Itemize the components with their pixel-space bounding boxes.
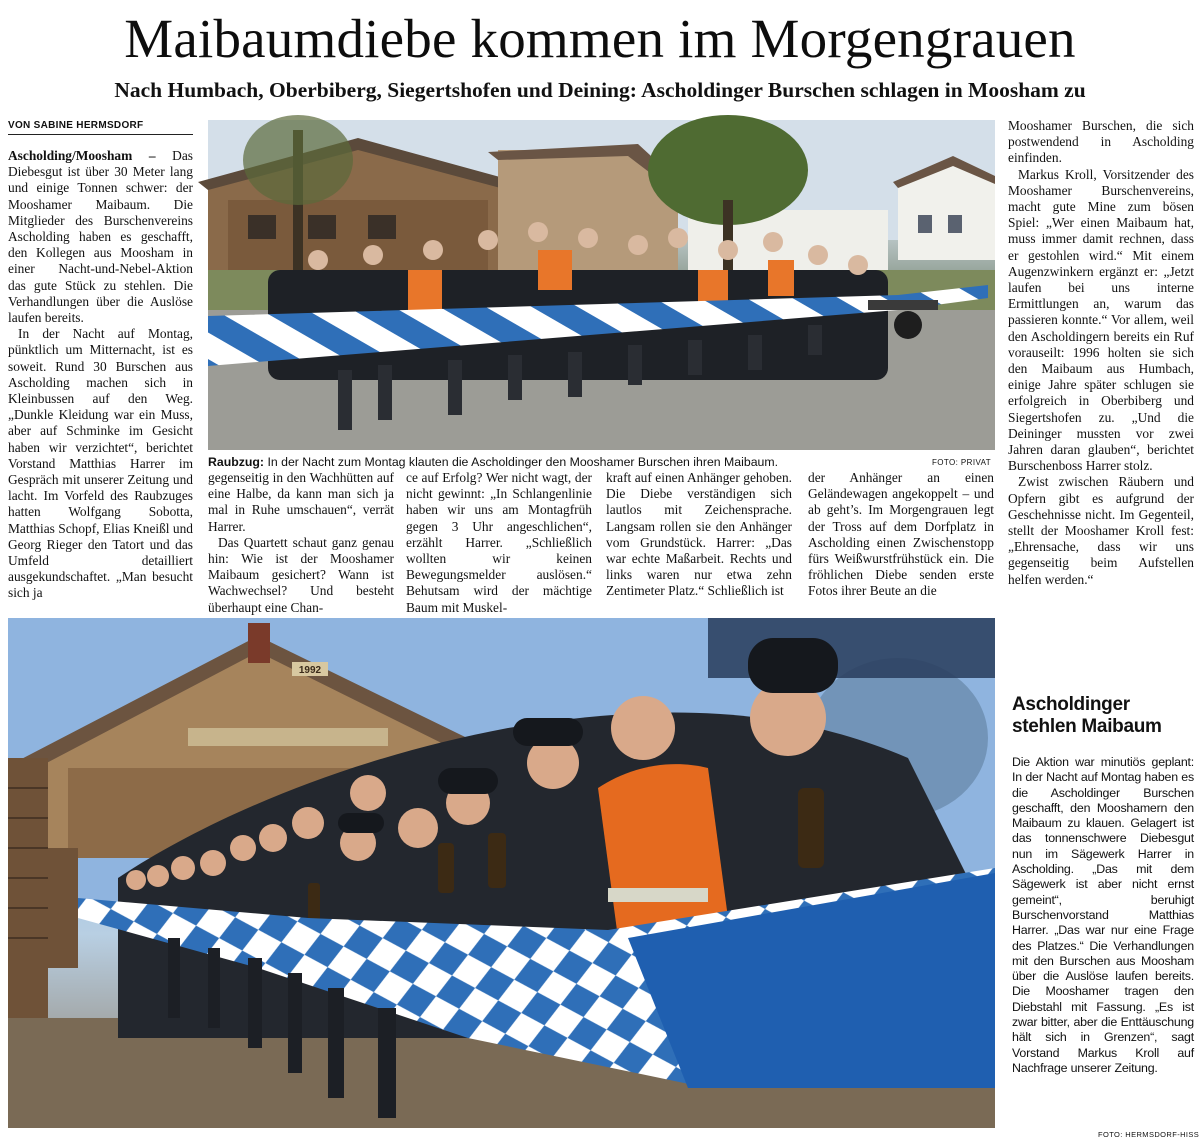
paragraph: kraft auf einen Anhänger gehoben. Die Diebe verständigen sich lautlos mit Zeichensprache. Langsam rollen sie den Anhänger vom Grundstück. Harrer: „Das war echte Maßarbeit. Rechts und links waren nur etwa zehn Zentimeter Platz.“ Schließlich ist <box>606 470 792 599</box>
paragraph: In der Nacht auf Montag, pünktlich um Mitternacht, ist es soweit. Rund 30 Burschen aus Ascholding machen sich in Kleinbussen auf den Weg. „Dunkle Kleidung war ein Muss, aber auf Schminke im Gesicht haben wir verzichtet“, berichtet Vorstand Matthias Harrer im Gespräch mit unserer Zeitung und lacht. Im Vorfeld des Raubzuges hatten Wolfgang Sobotta, Matthias Schopf, Elias Kneißl und Georg Rieger den Tatort und das Umfeld detailliert ausgekundschaftet. „Man besucht sich ja <box>8 326 193 601</box>
article-column-1 <box>8 148 193 601</box>
sidebar-headline: Ascholdinger stehlen Maibaum <box>1012 694 1162 737</box>
article-column-5 <box>808 470 994 600</box>
dateline: Ascholding/Moosham – <box>8 148 156 163</box>
paragraph: Das Quartett schaut ganz genau hin: Wie ist der Mooshamer Maibaum gesichert? Wann ist Wachwechsel? Und besteht überhaupt eine Chan- <box>208 534 394 615</box>
photo-credit-2: FOTO: HERMSDORF-HISS <box>1098 1130 1200 1139</box>
paragraph: gegenseitig in den Wachhütten auf eine Halbe, da kann man sich ja mal in Ruhe umschauen“, verrät Harrer. <box>208 470 394 534</box>
paragraph: ce auf Erfolg? Wer nicht wagt, der nicht gewinnt: „In Schlangenlinie haben wir uns am Montagfrüh gegen 3 Uhr angeschlichen“, erzählt Harrer. „Schließlich wollten wir keinen Bewegungsmelder auslösen.“ Behutsam wird der mächtige Baum mit Muskel- <box>406 470 592 615</box>
article-column-3 <box>406 470 592 615</box>
byline: VON SABINE HERMSDORF <box>8 120 193 135</box>
paragraph: Zwist zwischen Räubern und Opfern gibt es aufgrund der Geschehnisse nicht. Im Gegenteil, stellt der Mooshamer Kroll fest: „Ehrensache, dass wir uns gegenseitig beim Aufstellen helfen werden.“ <box>1008 474 1194 587</box>
paragraph: der Anhänger an einen Geländewagen angekoppelt – und ab geht’s. Im Morgengrauen legt der Tross auf dem Dorfplatz in Ascholding einen Zwischenstopp fürs Weißwurstfrühstück ein. Die fröhlichen Diebe senden erste Fotos ihrer Beute an die <box>808 470 994 599</box>
paragraph: Markus Kroll, Vorsitzender des Mooshamer Burschenvereins, macht gute Mine zum bösen Spiel: „Wer einen Maibaum hat, muss immer damit rechnen, dass er gestohlen wird.“ Mit einem Augenzwinkern ergänzt er: „Jetzt laufen bei uns interne Ermittlungen an, warum das passieren konnte.“ Vor allem, weil den Ascholdingern bereits ein Ruf vorauseilt: 1996 holten sie sich den Maibaum aus Humbach, einige Jahre später schlugen sie erfolgreich in Oberbiberg und Siegertshofen zu. „Und die Deininger mussten vor zwei Jahren daran glauben“, berichtet Burschenboss Harrer stolz. <box>1008 166 1194 474</box>
subheadline: Nach Humbach, Oberbiberg, Siegertshofen und Deining: Ascholdinger Burschen schlagen in Moosham zu <box>114 78 1086 102</box>
article-column-2 <box>208 470 394 615</box>
photo-raubzug <box>208 120 995 450</box>
headline: Maibaumdiebe kommen im Morgengrauen <box>124 8 1076 69</box>
photo-illustration-2 <box>8 618 995 1128</box>
paragraph: Mooshamer Burschen, die sich postwendend in Ascholding einfinden. <box>1008 118 1194 166</box>
photo-illustration <box>208 120 995 450</box>
barn-year-sign: 1992 <box>298 665 322 676</box>
caption-text: In der Nacht zum Montag klauten die Ascholdinger den Mooshamer Burschen ihren Maibaum. <box>267 455 779 469</box>
photo-saegewerk <box>8 618 995 1128</box>
photo-caption-1 <box>208 455 995 470</box>
caption-lead: Raubzug: <box>208 455 265 469</box>
paragraph: Ascholding/Moosham – Das Diebesgut ist über 30 Meter lang und einige Tonnen schwer: der Mooshamer Maibaum. Die Mitglieder des Burschenvereins Ascholding haben es geschafft, den Kollegen aus Moosham in einer Nacht-und-Nebel-Aktion das gute Stück zu stehlen. Die Verhandlungen über die Auslöse laufen bereits. <box>8 148 193 326</box>
photo-credit-1: FOTO: PRIVAT <box>932 458 992 467</box>
sidebar-text: Die Aktion war minutiös geplant: In der Nacht auf Montag haben es die Ascholdinger Burschen geschafft, den Mooshamern den Maibaum zu klauen. Gelagert ist das tonnenschwere Diebesgut nun im Sägewerk Harrer in Ascholding. „Das mit dem Sägewerk ist aber nicht ernst gemeint“, beruhigt Burschenvorstand Matthias Harrer. „Das war nur eine Frage des Platzes.“ Die Verhandlungen mit den Burschen aus Moosham über die Auslöse laufen bereits. Die Mooshamer tragen den Diebstahl mit Fassung. „Es ist zwar bitter, aber die Enttäuschung hält sich in Grenzen“, sagt Vorstand Markus Kroll auf Nachfrage unserer Zeitung. <box>1012 755 1194 1075</box>
article-column-4 <box>606 470 792 600</box>
article-column-6 <box>1008 118 1194 600</box>
